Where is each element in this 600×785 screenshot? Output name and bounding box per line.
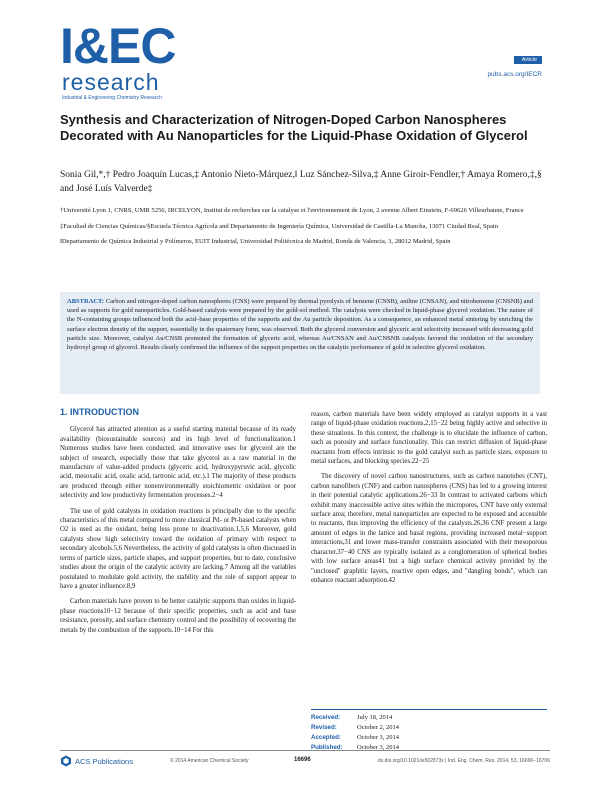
date-value: October 3, 2014 [357,734,400,741]
body-paragraph: The use of gold catalysts in oxidation reactions is principally due to the specific characteristics of this metal compared to more classical Pd- or Pt-based catalysts when O2 is used as the oxidant, being less prone to deactivation.1,5,6 Moreover, gold catalysts show high selectivity toward the oxidation of primary with respect to secondary alcohols.5,6 Nevertheless, the activity of gold catalysts is often discussed in terms of particle sizes, particle shapes, and support properties, but to date, conclusive studies about the origin of the catalytic activity are lacking.7 Among all the variables postulated to modulate gold activity, the stability and the role of support appear to have a greater influence.8,9 [60,507,296,590]
date-label: Published: [311,744,343,751]
date-row [311,733,547,743]
date-row [311,713,547,723]
abstract-box [60,292,540,394]
journal-logo [60,18,180,105]
logo-main-text: I&EC [60,18,176,74]
affiliation-item: ‖Departamento de Química Industrial y Polímeros, EUIT Industrial, Universidad Politécnica de Madrid, Ronda de Valencia, 3, 28012 Madrid, Spain [60,238,451,245]
section-heading: 1. INTRODUCTION [60,407,140,417]
journal-url-link[interactable]: pubs.acs.org/IECR [487,71,542,78]
publication-dates [311,709,547,753]
author-list: Sonia Gil,*,† Pedro Joaquín Lucas,‡ Antonio Nieto-Márquez,‖ Luz Sánchez-Silva,‡ Anne Giroir-Fendler,† Amaya Romero,‡,§ and José Luís Valverde‡ [60,170,542,194]
date-value: July 18, 2014 [357,714,393,721]
logo-sub-text: research [62,69,160,95]
doi-citation[interactable]: dx.doi.org/10.1021/ie502873x | Ind. Eng. Chem. Res. 2014, 53, 16696−16706 [377,758,550,764]
date-value: October 3, 2014 [357,744,400,751]
affiliation-item: ‡Facultad de Ciencias Químicas/§Escuela Técnica Agrícola and Departamento de Ingeniería Química, Universidad de Castilla-La Mancha, 13071 Ciudad Real, Spain [60,222,499,230]
body-paragraph: Carbon materials have proven to be better catalytic supports than oxides in liquid-phase reactions10−12 because of their specific properties, such as acid and base resistance, porosity, and surface chemistry control and the possibility of recovering the metals by the combustion of the supports.10−14 For this [60,598,296,634]
acs-hexagon-icon [60,755,72,767]
publisher-logo[interactable] [60,755,133,767]
body-paragraph: Glycerol has attracted attention as a useful starting material because of its ready availability (biosustainable sources) and its high level of functionalization.1 Numerous studies have been conducted, and innovative uses for glycerol are the subject of research, especially those that take glycerol as a raw material in the manufacture of value-added products (glyceric acid, hydroxypyruvic acid, glycolic acid, mesoxalic acid, oxalic acid, tartronic acid, etc.).1 The majority of these products are produced through either nonenvironmentally stoichiometric oxidation or poor selectivity and low productivity fermentation processes.2−4 [60,426,296,500]
left-column [60,405,296,641]
article-type-badge: Article [514,56,542,64]
article-title: Synthesis and Characterization of Nitrogen-Doped Carbon Nanospheres Decorated with Au Nanoparticles for the Liquid-Phase Oxidation of Glycerol [60,112,528,143]
copyright-text: © 2014 American Chemical Society [170,758,249,764]
page-footer [60,750,550,768]
page-number: 16696 [294,757,311,763]
date-label: Revised: [311,724,337,731]
abstract-label: ABSTRACT: [67,298,105,305]
date-label: Received: [311,714,341,721]
date-value: October 2, 2014 [357,724,400,731]
body-paragraph: The discovery of novel carbon nanostructures, such as carbon nanotubes (CNT), carbon nanofibers (CNF) and carbon nanospheres (CNS) has led to a growing interest in their potential catalytic applications.26−33 In contrast to activated carbons which exhibit many inaccessible active sites within the micropores, CNT have only external surface area; therefore, metal nanoparticles are expected to be exposed and accessible to reactants, thus improving the efficiency of the catalysts.26,36 CNF present a large amount of edges in the lattice and basal regions, providing increased metal−support interactions,31 and lower mass-transfer constraints associated with their mesoporous character.37−40 CNS are typically isolated as a conglomeration of spherical bodies with low surface areas41 but a high surface chemical activity provided by the "unclosed" graphitic layers, reactive open edges, and "dangling bonds", which can enhance reactant adsorption.42 [311,473,547,584]
affiliation-item: †Université Lyon 1, CNRS, UMR 5256, IRCELYON, Institut de recherches sur la catalyse et l'environnement de Lyon, 2 avenue Albert Einstein, F-69626 Villeurbanne, France [60,207,524,214]
publisher-name: ACS Publications [75,756,133,766]
date-label: Accepted: [311,734,341,741]
body-paragraph: reason, carbon materials have been widely employed as catalyst supports in a vast range of liquid-phase oxidation reactions,2,15−22 being highly active and selective in these situations. In this context, the challenge is to elucidate the influence of carbon, such as porosity and surface functionality. This can restrict diffusion of liquid-phase reactants from effects intrinsic to the gold catalyst such as particle sizes, exposure to metal surfaces, and blocking species.22−25 [311,411,547,466]
right-column [311,410,547,591]
date-row [311,723,547,733]
logo-tagline: Industrial & Engineering Chemistry Research [62,95,162,101]
affiliations [60,206,550,253]
abstract-text: Carbon and nitrogen-doped carbon nanospheres (CNS) were prepared by thermal pyrolysis of benzene (CNSB), aniline (CNSAN), and nitrobenzene (CNSNB) and used as supports for gold nanoparticles. Gold-based catalysts were prepared by the gold-sol method. The catalysts were checked in liquid-phase glycerol oxidation. The nature of the N-containing groups influenced both the acid–base properties of the supports and the Au particle deposition. As a consequence, an enhanced metal sintering by enriching the surface electron density of the support, essentially in the quaternary form, was observed. Both the glycerol conversion and glyceric acid selectivity increased with decreasing gold particle size. Moreover, catalyst Au/CNSB promoted the formation of glyceric acid, whereas Au/CNSAN and Au/CNSNB catalysts favored the oxidation of the secondary hydroxyl group of glycerol. Results clearly confirmed the influence of the support properties on the catalytic performance of gold in selective glycerol oxidation. [67,298,533,352]
